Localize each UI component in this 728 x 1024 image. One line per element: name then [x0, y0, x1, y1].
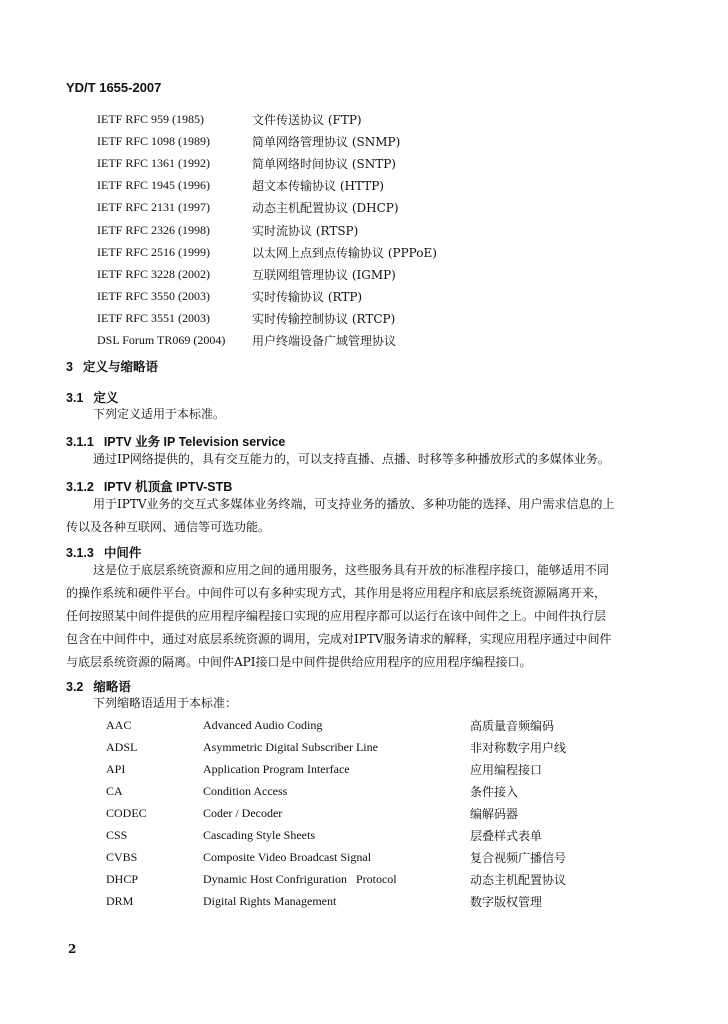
abbreviation-english: Cascading Style Sheets — [203, 827, 315, 842]
reference-row — [97, 108, 617, 130]
reference-row — [97, 152, 617, 174]
abbreviation: API — [106, 761, 126, 776]
abbreviation-row — [106, 824, 606, 846]
abbreviation-row — [106, 758, 606, 780]
section-3-1-2-line: 用于IPTV业务的交互式多媒体业务终端，可支持业务的播放、多种功能的选择、用户需求信息的上 — [93, 497, 615, 511]
reference-title: 简单网络时间协议 (SNTP) — [252, 156, 396, 171]
reference-list — [97, 108, 617, 352]
section-title: 缩略语 — [93, 680, 131, 694]
reference-code: IETF RFC 3228 (2002) — [97, 266, 211, 281]
reference-title: 互联网组管理协议 (IGMP) — [252, 267, 396, 282]
reference-row — [97, 286, 617, 308]
reference-row — [97, 175, 617, 197]
abbreviation: DRM — [106, 893, 134, 908]
section-title: IPTV 业务 IP Television service — [103, 435, 286, 449]
abbreviation-row — [106, 780, 606, 802]
section-3-1-2-line: 传以及各种互联网、通信等可选功能。 — [66, 520, 271, 534]
reference-row — [97, 130, 617, 152]
section-number: 3 — [66, 360, 73, 374]
section-number: 3.1 — [66, 391, 84, 405]
reference-row — [97, 330, 617, 352]
abbreviation-chinese: 编解码器 — [470, 806, 519, 821]
section-3-1-3-line: 任何按照某中间件提供的应用程序编程接口实现的应用程序都可以运行在该中间件之上。中间件执行层 — [66, 609, 607, 623]
abbreviation-row — [106, 802, 606, 824]
section-number: 3.1.1 — [66, 435, 94, 449]
abbreviation-english: Composite Video Broadcast Signal — [203, 849, 372, 864]
abbreviation: CODEC — [106, 805, 147, 820]
section-title: 定义 — [93, 391, 119, 405]
abbreviation-row — [106, 868, 606, 890]
section-title: IPTV 机顶盒 IPTV-STB — [103, 480, 233, 494]
abbreviation-english: Condition Access — [203, 783, 288, 798]
section-3-1-1-body: 通过IP网络提供的，具有交互能力的，可以支持直播、点播、时移等多种播放形式的多媒体业务。 — [93, 452, 610, 466]
abbreviation-chinese: 高质量音频编码 — [470, 718, 555, 733]
abbreviation: CVBS — [106, 849, 138, 864]
abbreviation-english: Coder / Decoder — [203, 805, 283, 820]
abbreviation-english: Application Program Interface — [203, 761, 350, 776]
abbreviation-english: Dynamic Host Confriguration Protocol — [203, 871, 397, 886]
abbreviation: CSS — [106, 827, 128, 842]
section-3-1-3-line: 的操作系统和硬件平台。中间件可以有多种实现方式，其作用是将应用程序和底层系统资源隔离开来， — [66, 586, 607, 600]
reference-code: IETF RFC 1098 (1989) — [97, 133, 211, 148]
reference-row — [97, 263, 617, 285]
abbreviation-chinese: 动态主机配置协议 — [470, 872, 567, 887]
section-number: 3.1.2 — [66, 480, 94, 494]
abbreviation-chinese: 条件接入 — [470, 784, 519, 799]
abbreviation-row — [106, 736, 606, 758]
section-3-1-intro: 下列定义适用于本标准。 — [93, 407, 226, 421]
abbreviation-chinese: 层叠样式表单 — [470, 828, 543, 843]
reference-title: 实时传输协议 (RTP) — [252, 290, 363, 305]
reference-row — [97, 219, 617, 241]
reference-row — [97, 308, 617, 330]
section-3-heading — [66, 357, 158, 375]
reference-code: DSL Forum TR069 (2004) — [97, 333, 226, 348]
section-3-1-3-line: 与底层系统资源的隔离。中间件API接口是中间件提供给应用程序的应用程序编程接口。 — [66, 655, 532, 669]
reference-title: 超文本传输协议 (HTTP) — [252, 179, 384, 194]
reference-title: 简单网络管理协议 (SNMP) — [252, 134, 401, 149]
reference-code: IETF RFC 2516 (1999) — [97, 244, 211, 259]
reference-title: 实时传输控制协议 (RTCP) — [252, 312, 396, 327]
abbreviation-english: Asymmetric Digital Subscriber Line — [203, 739, 378, 754]
abbreviation-chinese: 应用编程接口 — [470, 762, 543, 777]
reference-title: 文件传送协议 (FTP) — [252, 112, 362, 127]
reference-code: IETF RFC 3551 (2003) — [97, 311, 211, 326]
section-number: 3.1.3 — [66, 546, 94, 560]
abbreviation: DHCP — [106, 871, 139, 886]
section-number: 3.2 — [66, 680, 84, 694]
section-3-2-intro: 下列缩略语适用于本标准： — [93, 696, 238, 710]
reference-code: IETF RFC 1945 (1996) — [97, 178, 211, 193]
abbreviation: ADSL — [106, 739, 138, 754]
abbreviation: CA — [106, 783, 123, 798]
section-3-1-3-line: 包含在中间件中，通过对底层系统资源的调用，完成对IPTV服务请求的解释，实现应用程序通过中间件 — [66, 632, 612, 646]
section-title: 定义与缩略语 — [82, 360, 158, 374]
reference-row — [97, 197, 617, 219]
abbreviation-list — [106, 714, 606, 912]
abbreviation-chinese: 非对称数字用户线 — [470, 740, 567, 755]
abbreviation-row — [106, 890, 606, 912]
reference-code: IETF RFC 2131 (1997) — [97, 200, 211, 215]
abbreviation-english: Digital Rights Management — [203, 893, 337, 908]
abbreviation: AAC — [106, 717, 132, 732]
reference-title: 用户终端设备广域管理协议 — [252, 334, 397, 349]
standard-id: YD/T 1655-2007 — [66, 80, 162, 95]
reference-code: IETF RFC 2326 (1998) — [97, 222, 211, 237]
reference-title: 动态主机配置协议 (DHCP) — [252, 201, 399, 216]
reference-row — [97, 241, 617, 263]
abbreviation-chinese: 复合视频广播信号 — [470, 850, 567, 865]
abbreviation-row — [106, 714, 606, 736]
abbreviation-chinese: 数字版权管理 — [470, 894, 543, 909]
reference-code: IETF RFC 959 (1985) — [97, 111, 205, 126]
page-number: 2 — [68, 942, 77, 956]
reference-title: 以太网上点到点传输协议 (PPPoE) — [252, 245, 437, 260]
reference-title: 实时流协议 (RTSP) — [252, 223, 359, 238]
section-title: 中间件 — [103, 546, 142, 560]
reference-code: IETF RFC 3550 (2003) — [97, 289, 211, 304]
abbreviation-row — [106, 846, 606, 868]
section-3-1-3-line: 这是位于底层系统资源和应用之间的通用服务，这些服务具有开放的标准程序接口，能够适用不同 — [93, 563, 610, 577]
reference-code: IETF RFC 1361 (1992) — [97, 155, 211, 170]
abbreviation-english: Advanced Audio Coding — [203, 717, 323, 732]
